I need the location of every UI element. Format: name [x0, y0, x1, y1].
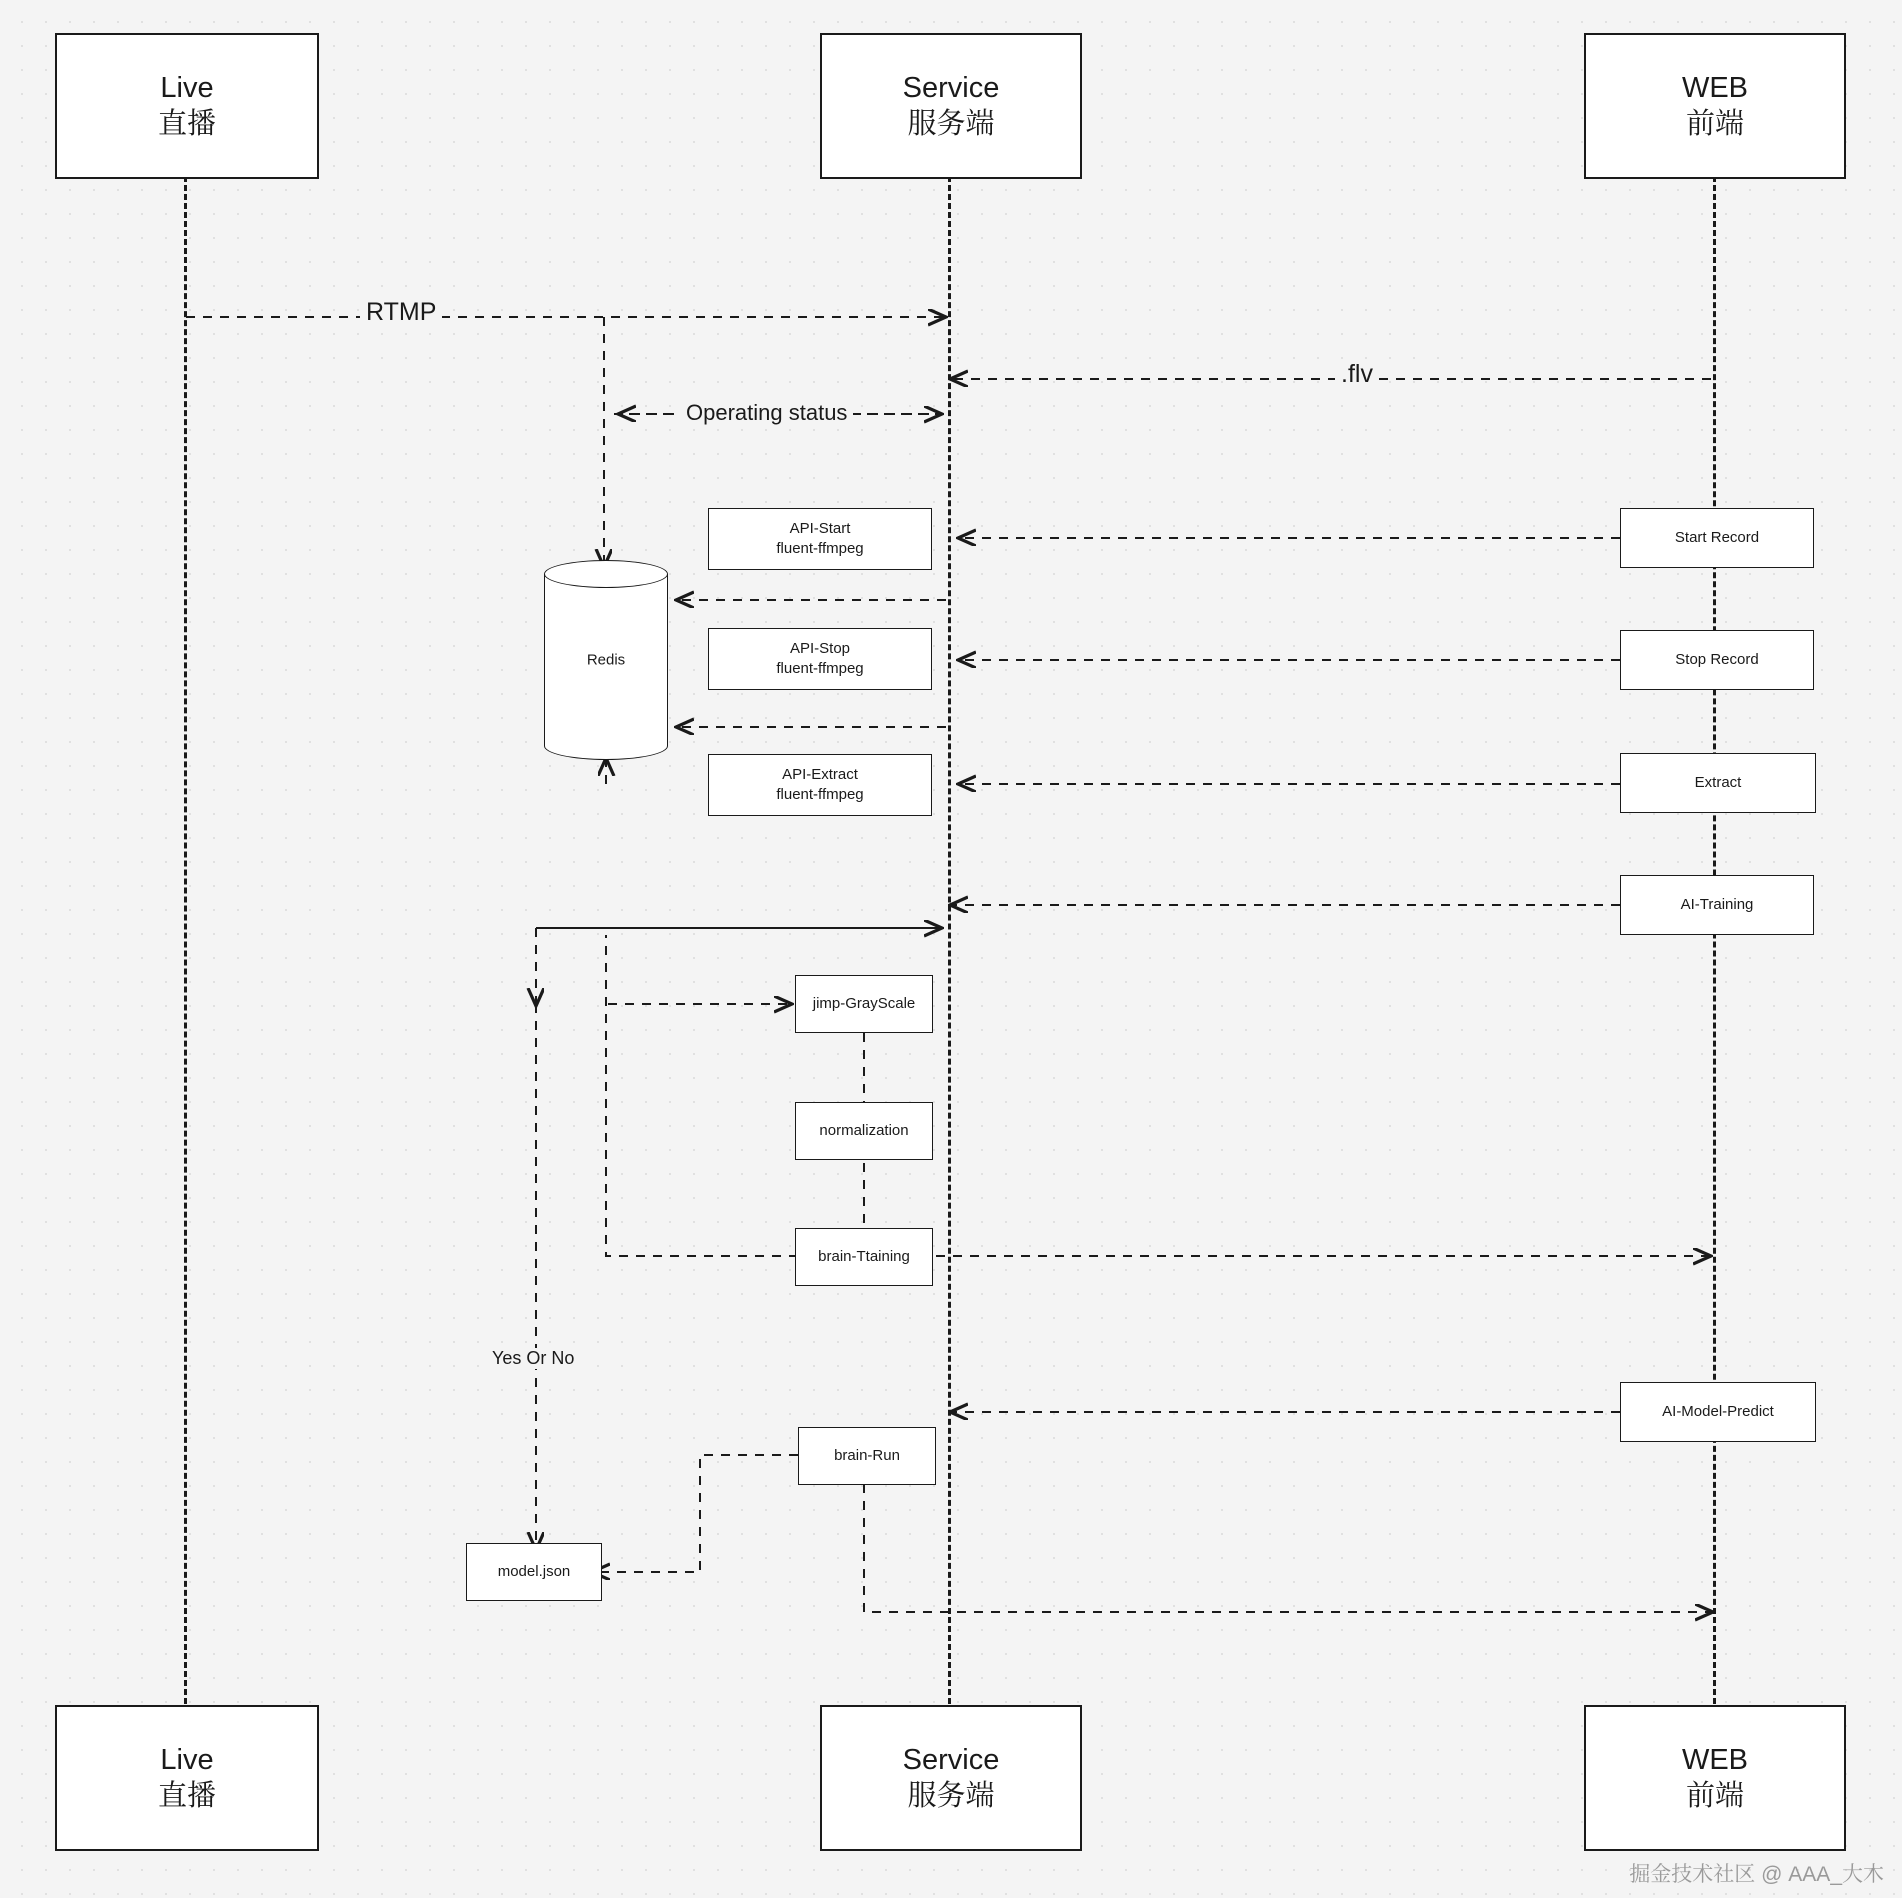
lifeline-web-bottom-cn: 前端 [1685, 1780, 1744, 1812]
lifeline-box-web-bottom[interactable] [1584, 1705, 1846, 1851]
lifeline-box-web-top[interactable] [1584, 33, 1846, 179]
node-api-stop-line1: API-Stop [789, 639, 851, 657]
redis-datastore[interactable] [544, 560, 668, 760]
node-api-start-line2: fluent-ffmpeg [776, 540, 864, 557]
lifeline-live-bottom-cn: 直播 [157, 1780, 216, 1812]
node-brain-training-label: brain-Ttaining [818, 1247, 910, 1265]
node-extract-label: Extract [1694, 773, 1742, 791]
lifeline-web-en: WEB [1681, 71, 1749, 104]
node-api-start[interactable] [708, 508, 932, 570]
node-extract[interactable] [1620, 753, 1816, 813]
node-start-record-label: Start Record [1674, 528, 1760, 546]
edge-label-rtmp: RTMP [360, 298, 442, 327]
lifeline-web-bottom-en: WEB [1681, 1743, 1749, 1776]
node-normalization[interactable] [795, 1102, 933, 1160]
lifeline-service-bottom-cn: 服务端 [907, 1780, 995, 1812]
node-brain-run-label: brain-Run [834, 1446, 900, 1464]
lifeline-web-cn: 前端 [1685, 108, 1744, 140]
node-model-json[interactable] [466, 1543, 602, 1601]
lifeline-box-service-top[interactable] [820, 33, 1082, 179]
node-stop-record-label: Stop Record [1675, 650, 1759, 668]
node-stop-record[interactable] [1620, 630, 1814, 690]
node-model-json-label: model.json [497, 1562, 571, 1580]
edge-label-operating-status: Operating status [680, 400, 853, 426]
lifeline-service-cn: 服务端 [907, 108, 995, 140]
node-brain-run[interactable] [798, 1427, 936, 1485]
lifeline-box-service-bottom[interactable] [820, 1705, 1082, 1851]
cylinder-top [544, 560, 668, 588]
lifeline-service-bottom-en: Service [902, 1743, 1000, 1776]
node-api-stop[interactable] [708, 628, 932, 690]
node-ai-model-predict-label: AI-Model-Predict [1662, 1402, 1774, 1420]
node-api-extract-line1: API-Extract [782, 765, 858, 783]
lifeline-live-bottom-en: Live [160, 1743, 214, 1776]
node-api-start-line1: API-Start [789, 519, 851, 537]
node-api-extract-line2: fluent-ffmpeg [776, 786, 864, 803]
edge-label-flv: .flv [1335, 360, 1379, 389]
lifeline-service [948, 176, 951, 1704]
node-api-stop-line2: fluent-ffmpeg [776, 660, 864, 677]
node-brain-training[interactable] [795, 1228, 933, 1286]
node-api-extract[interactable] [708, 754, 932, 816]
node-ai-training-label: AI-Training [1680, 895, 1754, 913]
redis-label: Redis [586, 651, 626, 669]
lifeline-web [1713, 176, 1716, 1704]
lifeline-box-live-top[interactable] [55, 33, 319, 179]
watermark: 掘金技术社区 @ AAA_大木 [1629, 1863, 1884, 1886]
lifeline-live [184, 176, 187, 1704]
lifeline-box-live-bottom[interactable] [55, 1705, 319, 1851]
node-ai-training[interactable] [1620, 875, 1814, 935]
lifeline-live-cn: 直播 [157, 108, 216, 140]
node-normalization-label: normalization [819, 1121, 909, 1139]
node-jimp-grayscale[interactable] [795, 975, 933, 1033]
node-jimp-grayscale-label: jimp-GrayScale [812, 994, 916, 1012]
edge-label-yes-or-no: Yes Or No [486, 1348, 580, 1369]
lifeline-service-en: Service [902, 71, 1000, 104]
node-start-record[interactable] [1620, 508, 1814, 568]
lifeline-live-en: Live [160, 71, 214, 104]
node-ai-model-predict[interactable] [1620, 1382, 1816, 1442]
